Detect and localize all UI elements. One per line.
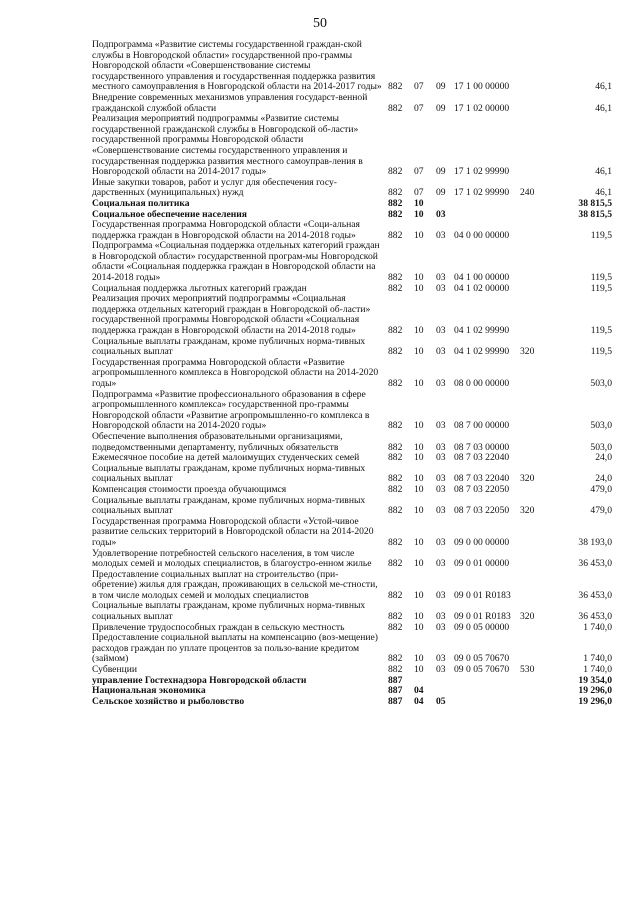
row-name: Государственная программа Новгородской области «Развитие агропромышленного комплекса в Новгородской области на 2014-2020 годы» — [92, 356, 379, 389]
row-name: Удовлетворение потребностей сельского населения, в том числе молодых семей и молодых специалистов, в благоустро-енном жилье — [92, 547, 372, 570]
expense-type-code: 320 — [520, 473, 535, 485]
section-code: 10 — [414, 653, 424, 665]
row-name: Предоставление социальных выплат на строительство (при-обретение) жилья для граждан, проживающих в сельской ме-стности, в том числе молодых семей и молодых специалистов — [92, 568, 378, 601]
section-code: 07 — [414, 102, 424, 114]
row-name: Реализация прочих мероприятий подпрограммы «Социальная поддержка отдельных категорий граждан в Новгородской об-ласти» государственной программы Новгородской области «Социальная поддержка граждан в Новгородской области на 2014-2018 годы» — [92, 293, 371, 337]
subsection-code: 03 — [436, 505, 446, 517]
amount: 1 740,0 — [583, 664, 612, 676]
row-name: Социальные выплаты гражданам, кроме публичных норма-тивных социальных выплат — [92, 462, 366, 485]
table-row — [92, 633, 612, 665]
target-article-code: 09 0 00 00000 — [454, 536, 510, 548]
subsection-code: 09 — [436, 102, 446, 114]
amount: 19 296,0 — [578, 685, 612, 697]
target-article-code: 09 0 01 R0183 — [454, 611, 511, 623]
budget-table — [92, 40, 612, 707]
amount: 1 740,0 — [583, 653, 612, 665]
section-code: 07 — [414, 187, 424, 199]
subsection-code: 03 — [436, 536, 446, 548]
expense-type-code — [520, 93, 546, 114]
table-row — [92, 496, 612, 517]
admin-code: 882 — [388, 208, 403, 220]
subsection-code: 03 — [436, 420, 446, 432]
section-code: 10 — [414, 272, 424, 284]
section-code: 10 — [414, 346, 424, 358]
table-row — [92, 220, 612, 241]
row-name: Привлечение трудоспособных граждан в сельскую местность — [92, 621, 345, 633]
target-article-code: 09 0 05 00000 — [454, 621, 510, 633]
table-row — [92, 337, 612, 358]
amount: 119,5 — [590, 272, 612, 284]
expense-type-code — [520, 432, 546, 453]
expense-type-code — [520, 210, 546, 221]
expense-type-code — [520, 623, 546, 634]
subsection-code: 03 — [436, 589, 446, 601]
row-name: Социальная поддержка льготных категорий граждан — [92, 282, 307, 294]
target-article-code: 04 0 00 00000 — [454, 229, 510, 241]
row-name: Социальные выплаты гражданам, кроме публичных норма-тивных социальных выплат — [92, 335, 366, 358]
admin-code: 887 — [388, 685, 403, 697]
admin-code: 882 — [388, 378, 403, 389]
amount: 503,0 — [590, 420, 612, 432]
amount: 46,1 — [595, 187, 612, 199]
expense-type-code — [520, 40, 546, 93]
table-row — [92, 549, 612, 570]
subsection-code: 03 — [436, 558, 446, 570]
subsection-code: 03 — [436, 229, 446, 241]
row-name: Государственная программа Новгородской области «Устой-чивое развитие сельских территорий в Новгородской области на 2014-2020 годы» — [92, 515, 374, 548]
table-row — [92, 294, 612, 336]
section-code: 10 — [414, 536, 424, 548]
subsection-code: 09 — [436, 187, 446, 199]
expense-type-code — [520, 199, 546, 210]
table-row — [92, 178, 612, 199]
target-article-code: 17 1 02 99990 — [454, 187, 510, 199]
row-name: Государственная программа Новгородской области «Соци-альная поддержка граждан в Новгородской области на 2014-2018 годы» — [92, 219, 360, 241]
expense-type-code — [520, 294, 546, 336]
amount: 24,0 — [595, 473, 612, 485]
section-code: 10 — [414, 558, 424, 570]
admin-code: 882 — [388, 664, 403, 676]
amount: 36 453,0 — [578, 558, 612, 570]
expense-type-code — [520, 453, 546, 464]
amount: 46,1 — [595, 102, 612, 114]
table-row — [92, 358, 612, 390]
expense-type-code — [520, 697, 546, 708]
target-article-code: 08 7 03 22050 — [454, 483, 510, 495]
budget-table-body — [92, 40, 612, 707]
section-code: 10 — [414, 229, 424, 241]
admin-code: 882 — [388, 505, 403, 517]
target-article-code: 09 0 01 00000 — [454, 558, 510, 570]
expense-type-code: 320 — [520, 346, 535, 358]
admin-code: 882 — [388, 282, 403, 294]
admin-code: 882 — [388, 452, 403, 464]
target-article-code: 04 1 00 00000 — [454, 272, 510, 284]
section-code: 07 — [414, 166, 424, 178]
section-code: 10 — [414, 420, 424, 432]
expense-type-code — [520, 241, 546, 283]
admin-code: 882 — [388, 187, 403, 199]
subsection-code: 03 — [436, 325, 446, 337]
target-article-code: 08 7 03 00000 — [454, 441, 510, 453]
table-row — [92, 199, 612, 210]
expense-type-code — [520, 686, 546, 697]
row-name: Социальная политика — [92, 197, 190, 209]
expense-type-code — [520, 570, 546, 602]
section-code: 07 — [414, 81, 424, 93]
target-article-code: 08 7 03 22050 — [454, 505, 510, 517]
target-article-code: 09 0 05 70670 — [454, 664, 510, 676]
section-code: 10 — [414, 378, 424, 389]
section-code: 10 — [414, 589, 424, 601]
target-article-code: 17 1 00 00000 — [454, 81, 510, 93]
table-row — [92, 517, 612, 549]
row-name: Сельское хозяйство и рыболовство — [92, 695, 245, 707]
section-code: 10 — [414, 505, 424, 517]
table-row — [92, 601, 612, 622]
table-row — [92, 390, 612, 432]
admin-code: 882 — [388, 536, 403, 548]
amount: 24,0 — [595, 452, 612, 464]
expense-type-code — [520, 676, 546, 687]
admin-code: 882 — [388, 102, 403, 114]
subsection-code: 09 — [436, 166, 446, 178]
table-row — [92, 241, 612, 283]
amount: 503,0 — [590, 441, 612, 453]
subsection-code: 03 — [436, 664, 446, 676]
expense-type-code: 320 — [520, 505, 535, 517]
target-article-code: 09 0 01 R0183 — [454, 589, 511, 601]
amount: 19 354,0 — [578, 674, 612, 686]
expense-type-code: 320 — [520, 611, 535, 623]
row-name: Иные закупки товаров, работ и услуг для обеспечения госу-дарственных (муниципальных) нужд — [92, 176, 337, 199]
section-code: 10 — [414, 611, 424, 623]
expense-type-code — [520, 485, 546, 496]
target-article-code: 04 1 02 99990 — [454, 325, 510, 337]
target-article-code — [454, 686, 520, 697]
target-article-code: 17 1 02 00000 — [454, 102, 510, 114]
admin-code: 882 — [388, 483, 403, 495]
table-row — [92, 485, 612, 496]
subsection-code: 03 — [436, 272, 446, 284]
row-name: Компенсация стоимости проезда обучающимся — [92, 483, 287, 495]
amount: 479,0 — [590, 505, 612, 517]
subsection-code: 03 — [436, 653, 446, 665]
section-code: 10 — [414, 664, 424, 676]
admin-code: 882 — [388, 653, 403, 665]
amount: 46,1 — [595, 166, 612, 178]
section-code: 10 — [414, 473, 424, 485]
admin-code: 882 — [388, 272, 403, 284]
row-name: Подпрограмма «Социальная поддержка отдельных категорий граждан в Новгородской области» государственной програм-мы Новгородской области «Социальная поддержка граждан в Новгородской области на 2014-2018 годы» — [92, 240, 380, 284]
section-code: 10 — [414, 621, 424, 633]
target-article-code: 04 1 02 00000 — [454, 282, 510, 294]
section-code: 10 — [414, 325, 424, 337]
amount: 46,1 — [595, 81, 612, 93]
table-row — [92, 40, 612, 93]
subsection-code: 03 — [436, 346, 446, 358]
admin-code: 882 — [388, 346, 403, 358]
row-name: Социальное обеспечение населения — [92, 208, 247, 220]
amount: 36 453,0 — [578, 611, 612, 623]
row-name: Внедрение современных механизмов управления государст-венной гражданской службой области — [92, 91, 368, 114]
row-name: Национальная экономика — [92, 685, 206, 697]
section-code: 04 — [414, 685, 424, 697]
row-name: Предоставление социальной выплаты на компенсацию (воз-мещение) расходов граждан по уплате процентов за пользо-вание кредитом (займом) — [92, 632, 378, 665]
admin-code: 882 — [388, 441, 403, 453]
subsection-code: 03 — [436, 282, 446, 294]
row-name: управление Гостехнадзора Новгородской области — [92, 674, 307, 686]
admin-code: 882 — [388, 473, 403, 485]
target-article-code: 09 0 05 70670 — [454, 653, 510, 665]
subsection-code: 03 — [436, 441, 446, 453]
section-code: 10 — [414, 452, 424, 464]
target-article-code: 04 1 02 99990 — [454, 346, 510, 358]
subsection-code — [436, 199, 454, 210]
amount: 38 815,5 — [578, 197, 612, 209]
admin-code: 887 — [388, 695, 403, 707]
section-code: 10 — [414, 208, 424, 220]
section-code: 10 — [414, 441, 424, 453]
target-article-code — [454, 210, 520, 221]
subsection-code: 03 — [436, 611, 446, 623]
expense-type-code — [520, 220, 546, 241]
target-article-code: 08 7 03 22040 — [454, 452, 510, 464]
target-article-code: 08 7 00 00000 — [454, 420, 510, 432]
admin-code: 882 — [388, 558, 403, 570]
expense-type-code: 530 — [520, 664, 535, 676]
expense-type-code — [520, 549, 546, 570]
admin-code: 882 — [388, 611, 403, 623]
admin-code: 882 — [388, 229, 403, 241]
amount: 119,5 — [590, 346, 612, 358]
subsection-code: 05 — [436, 695, 446, 707]
row-name: Обеспечение выполнения образовательными организациями, подведомственными департаменту, публичных обязательств — [92, 430, 343, 453]
row-name: Подпрограмма «Развитие системы государственной граждан-ской службы в Новгородской области» государственной про-граммы Новгородской области «Совершенствование системы государственного управления и государственная поддержка развития местного самоуправления в Новгородской области на 2014-2017 годы» — [92, 39, 382, 93]
admin-code: 882 — [388, 621, 403, 633]
amount: 36 453,0 — [578, 589, 612, 601]
target-article-code — [454, 676, 520, 687]
amount: 19 296,0 — [578, 695, 612, 707]
amount: 1 740,0 — [583, 621, 612, 633]
admin-code: 882 — [388, 197, 403, 209]
subsection-code: 03 — [436, 208, 446, 220]
table-row — [92, 114, 612, 178]
target-article-code: 08 0 00 00000 — [454, 378, 510, 389]
row-name: Ежемесячное пособие на детей малоимущих студенческих семей — [92, 452, 360, 464]
expense-type-code — [520, 358, 546, 390]
section-code: 10 — [414, 483, 424, 495]
target-article-code — [454, 697, 520, 708]
table-row — [92, 464, 612, 485]
amount: 38 815,5 — [578, 208, 612, 220]
row-name: Реализация мероприятий подпрограммы «Развитие системы государственной гражданской службы в Новгородской об-ласти» государственной программы Новгородской области «Совершенствование системы государственного управления и государственная поддержка развития местного самоуправ-ления в Новгородской области на 2014-2017 годы» — [92, 113, 363, 178]
amount: 503,0 — [590, 378, 612, 389]
expense-type-code — [520, 633, 546, 665]
target-article-code: 17 1 02 99990 — [454, 166, 510, 178]
table-row — [92, 697, 612, 708]
section-code: 04 — [414, 695, 424, 707]
subsection-code: 03 — [436, 483, 446, 495]
amount: 119,5 — [590, 325, 612, 337]
admin-code: 882 — [388, 420, 403, 432]
subsection-code — [436, 676, 454, 687]
expense-type-code: 240 — [520, 187, 535, 199]
row-name: Социальные выплаты гражданам, кроме публичных норма-тивных социальных выплат — [92, 600, 366, 623]
amount: 479,0 — [590, 483, 612, 495]
table-row — [92, 432, 612, 453]
section-code: 10 — [414, 197, 424, 209]
subsection-code: 03 — [436, 452, 446, 464]
target-article-code: 08 7 03 22040 — [454, 473, 510, 485]
admin-code: 882 — [388, 81, 403, 93]
expense-type-code — [520, 114, 546, 178]
page-number: 50 — [313, 16, 327, 31]
admin-code: 882 — [388, 325, 403, 337]
subsection-code: 03 — [436, 621, 446, 633]
subsection-code: 03 — [436, 473, 446, 485]
admin-code: 882 — [388, 166, 403, 178]
admin-code: 887 — [388, 674, 403, 686]
amount: 38 193,0 — [578, 536, 612, 548]
amount: 119,5 — [590, 229, 612, 241]
row-name: Подпрограмма «Развитие профессионального образования в сфере агропромышленного комплекса» государственной про-граммы Новгородской области «Развитие агропромышленно-го комплекса в Новгородской области на 2014-2020 годы» — [92, 388, 370, 432]
admin-code: 882 — [388, 589, 403, 601]
section-code: 10 — [414, 282, 424, 294]
target-article-code — [454, 199, 520, 210]
subsection-code: 09 — [436, 81, 446, 93]
table-row — [92, 570, 612, 602]
expense-type-code — [520, 284, 546, 295]
expense-type-code — [520, 517, 546, 549]
row-name: Субвенции — [92, 664, 137, 676]
expense-type-code — [520, 390, 546, 432]
row-name: Социальные выплаты гражданам, кроме публичных норма-тивных социальных выплат — [92, 494, 366, 517]
table-row — [92, 93, 612, 114]
subsection-code: 03 — [436, 378, 446, 389]
amount: 119,5 — [590, 282, 612, 294]
